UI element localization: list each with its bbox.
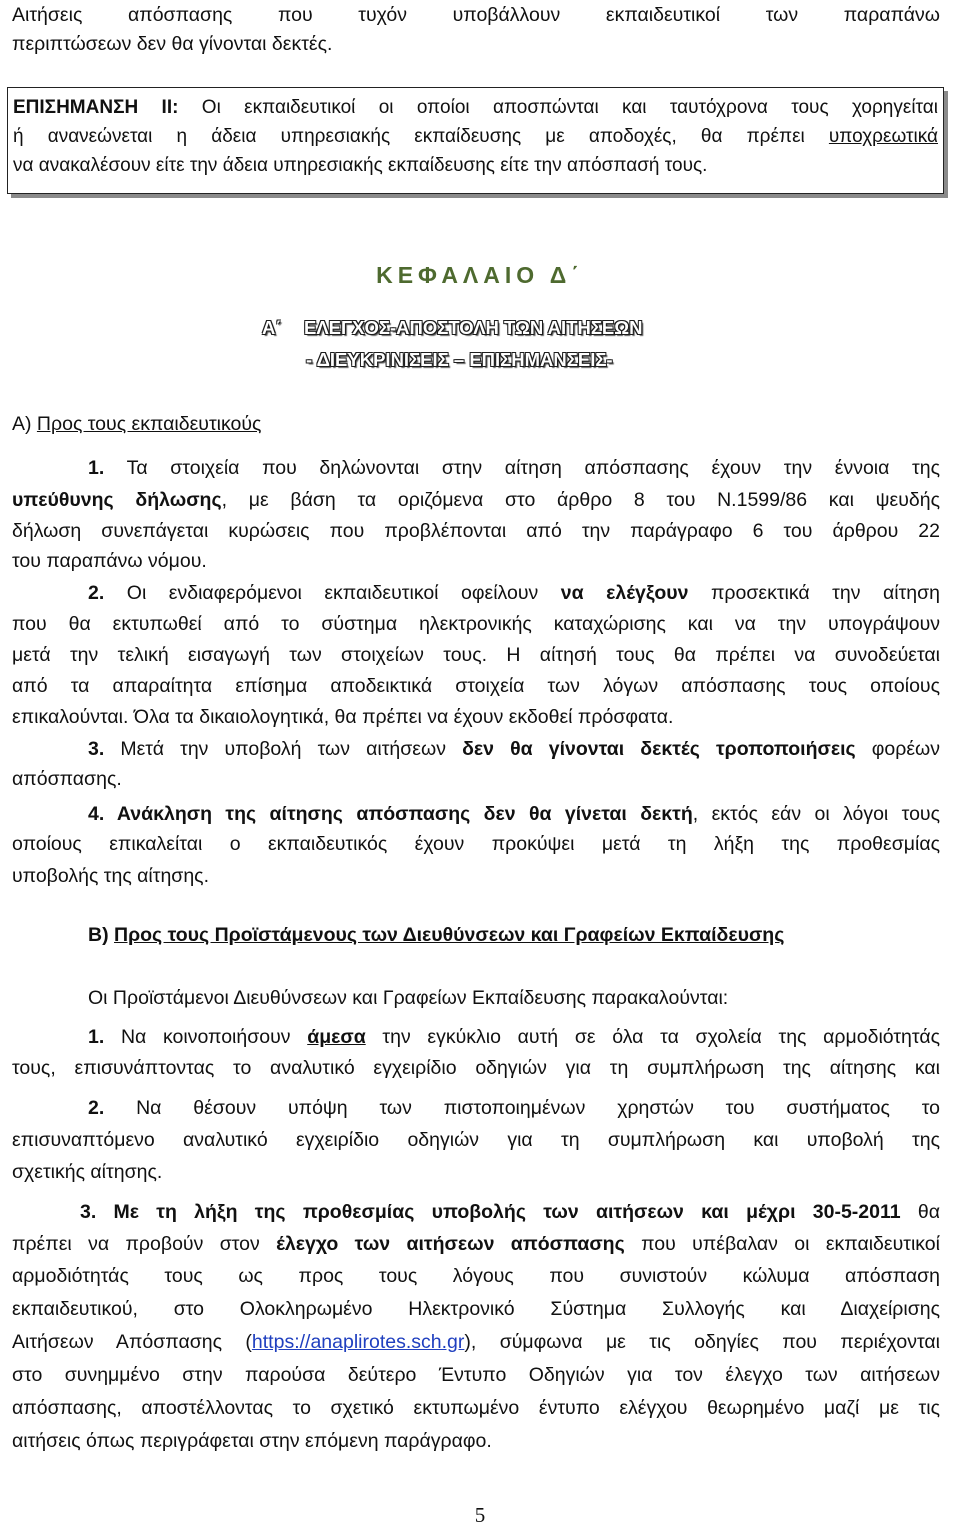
text: θα — [900, 1201, 940, 1223]
chapter-sub-title: ΕΛΕΓΧΟΣ-ΑΠΟΣΤΟΛΗ ΤΩΝ ΑΙΤΗΣΕΩΝ — [304, 317, 643, 338]
item-number: 3. — [88, 738, 105, 760]
paragraph-line — [88, 737, 940, 761]
paragraph-line: απόσπασης, αποστέλλοντας το σχετικό εκτυπωμένο έντυπο ελέγχου θεωρημένο μαζί με τις — [12, 1397, 940, 1419]
paragraph-line — [12, 488, 940, 512]
section-a-title: Προς τους εκπαιδευτικούς — [36, 413, 262, 435]
bold-text: υπεύθυνης δήλωσης — [12, 489, 222, 511]
notice-text: Οι εκπαιδευτικοί οι οποίοι αποσπώνται και ταυτόχρονα τους χορηγείται — [178, 97, 938, 118]
item-number: 4. — [88, 803, 105, 825]
paragraph-line — [88, 456, 940, 480]
paragraph-line: αρμοδιότητάς τους ως προς τους λόγους που συνιστούν κώλυμα απόσπαση — [12, 1265, 940, 1287]
paragraph-line: εκπαιδευτικού, στο Ολοκληρωμένο Ηλεκτρονικό Σύστημα Συλλογής και Διαχείρισης — [12, 1298, 940, 1320]
paragraph-line: από τα απαραίτητα επίσημα αποδεικτικά στοιχεία των λόγων απόσπασης τους οποίους — [12, 675, 940, 697]
page-number: 5 — [474, 1503, 486, 1527]
paragraph-line: απόσπασης. — [12, 768, 122, 790]
paragraph-line: τους, επισυνάπτοντας το αναλυτικό εγχειρίδιο οδηγιών για τη συμπλήρωση της αίτησης και — [12, 1057, 940, 1079]
paragraph-line: υποβολής της αίτησης. — [12, 865, 209, 887]
paragraph-line — [12, 1330, 940, 1354]
intro-line: περιπτώσεων δεν θα γίνονται δεκτές. — [12, 33, 333, 55]
item-number: 3. — [80, 1201, 97, 1223]
paragraph-line: που θα εκτυπωθεί από το σύστημα ηλεκτρονικής καταχώρισης και να την υπογράψουν — [12, 613, 940, 635]
text: ), σύμφωνα με τις οδηγίες που περιέχονται — [464, 1331, 940, 1353]
text: Αιτήσεων Απόσπασης ( — [12, 1331, 252, 1353]
chapter-sub-title-2: - ΔΙΕΥΚΡΙΝΙΣΕΙΣ – ΕΠΙΣΗΜΑΝΣΕΙΣ- — [306, 349, 613, 370]
bold-text: άμεσα — [307, 1026, 366, 1048]
paragraph-line: επισυναπτόμενο αναλυτικό εγχειρίδιο οδηγιών για τη συμπλήρωση και υποβολή της — [12, 1129, 940, 1151]
chapter-sub-label: Α΄ — [262, 317, 282, 338]
paragraph-line — [88, 1096, 940, 1120]
paragraph-line: επικαλούνται. Όλα τα δικαιολογητικά, θα πρέπει να έχουν εκδοθεί πρόσφατα. — [12, 706, 674, 728]
section-b-title: Προς τους Προϊστάμενους των Διευθύνσεων και Γραφείων Εκπαίδευσης — [114, 924, 785, 946]
paragraph-line: του παραπάνω νόμου. — [12, 550, 207, 572]
paragraph-line — [80, 1200, 940, 1224]
notice-label: ΕΠΙΣΗΜΑΝΣΗ ΙΙ: — [13, 97, 179, 118]
notice-text: ή ανανεώνεται η άδεια υπηρεσιακής εκπαίδευσης με αποδοχές, θα πρέπει — [13, 126, 829, 147]
section-a-heading — [12, 412, 940, 436]
text: Τα στοιχεία που δηλώνονται στην αίτηση απόσπασης έχουν την έννοια της — [104, 457, 940, 479]
bold-text: να ελέγξουν — [560, 582, 689, 604]
text: την εγκύκλιο αυτή σε όλα τα σχολεία της αρμοδιότητάς — [365, 1026, 940, 1048]
notice-line — [13, 125, 938, 149]
section-b-prefix: Β) — [88, 924, 114, 946]
section-b-intro: Οι Προϊστάμενοι Διευθύνσεων και Γραφείων Εκπαίδευσης παρακαλούνται: — [88, 987, 729, 1009]
text: Να κοινοποιήσουν — [104, 1026, 308, 1048]
bold-text: Ανάκληση της αίτησης απόσπασης δεν θα γίνεται δεκτή — [104, 803, 693, 825]
item-number: 1. — [88, 1026, 105, 1048]
item-number: 2. — [88, 582, 105, 604]
text: φορέων — [855, 738, 940, 760]
paragraph-line — [88, 1025, 940, 1049]
paragraph-line: δήλωση συνεπάγεται κυρώσεις που προβλέπονται από την παράγραφο 6 του άρθρου 22 — [12, 520, 940, 542]
bold-text: δεν θα γίνονται δεκτές τροποποιήσεις — [462, 738, 856, 760]
paragraph-line — [88, 802, 940, 826]
paragraph-line: αιτήσεις όπως περιγράφεται στην επόμενη παράγραφο. — [12, 1430, 492, 1452]
item-number: 1. — [88, 457, 105, 479]
section-b-heading — [88, 923, 940, 947]
text: πρέπει να προβούν στον — [12, 1233, 277, 1255]
text: που υπέβαλαν οι εκπαιδευτικοί — [624, 1233, 940, 1255]
text: Να θέσουν υπόψη των πιστοποιημένων χρηστών του συστήματος το — [104, 1097, 940, 1119]
notice-line: να ανακαλέσουν είτε την άδεια υπηρεσιακής εκπαίδευσης είτε την απόσπασή τους. — [13, 155, 708, 176]
anaplirotes-link[interactable]: https://anaplirotes.sch.gr — [251, 1331, 465, 1353]
paragraph-line: σχετικής αίτησης. — [12, 1161, 163, 1183]
text: , εκτός εάν οι λόγοι τους — [692, 803, 940, 825]
bold-text: έλεγχο των αιτήσεων απόσπασης — [276, 1233, 625, 1255]
item-number: 2. — [88, 1097, 105, 1119]
notice-box — [7, 87, 944, 194]
text: προσεκτικά την αίτηση — [688, 582, 941, 604]
paragraph-line: μετά την τελική εισαγωγή των στοιχείων τους. Η αίτησή τους θα πρέπει να συνοδεύεται — [12, 644, 940, 666]
notice-line — [13, 96, 938, 120]
intro-line: Αιτήσεις απόσπασης που τυχόν υποβάλλουν εκπαιδευτικοί των παραπάνω — [12, 4, 940, 26]
paragraph-line: στο συνημμένο στην παρούσα δεύτερο Έντυπο Οδηγιών για τον έλεγχο των αιτήσεων — [12, 1364, 940, 1386]
chapter-title: ΚΕΦΑΛΑΙΟ Δ΄ — [376, 262, 584, 288]
text: , με βάση τα οριζόμενα στο άρθρο 8 του Ν.1599/86 και ψευδής — [221, 489, 941, 511]
section-a-prefix: Α) — [12, 413, 37, 435]
paragraph-line: οποίους επικαλείται ο εκπαιδευτικός έχουν προκύψει μετά τη λήξη της προθεσμίας — [12, 833, 940, 855]
paragraph-line — [12, 1232, 940, 1256]
text: Οι ενδιαφερόμενοι εκπαιδευτικοί οφείλουν — [104, 582, 561, 604]
bold-text: Με τη λήξη της προθεσμίας υποβολής των αιτήσεων και μέχρι 30-5-2011 — [96, 1201, 901, 1223]
text: Μετά την υποβολή των αιτήσεων — [104, 738, 463, 760]
paragraph-line — [88, 581, 940, 605]
notice-emphasis: υποχρεωτικά — [828, 126, 938, 147]
